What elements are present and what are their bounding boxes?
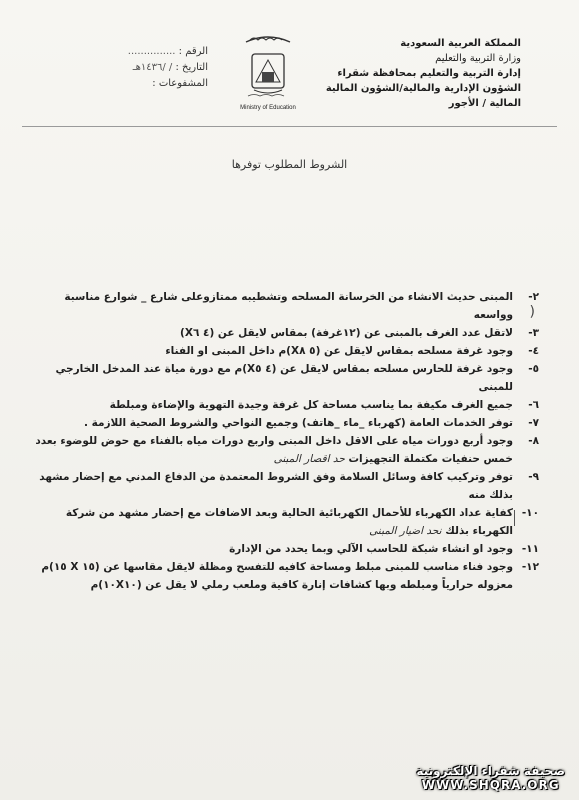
condition-text: المبنى حديث الانشاء من الخرسانة المسلحه وتشطيبه ممتازوعلى شارع _ شوارع مناسبة وواسعه [64, 291, 513, 321]
reference-date-label: التاريخ : [175, 62, 208, 73]
conditions-list [29, 288, 539, 594]
reference-attachments-row [48, 76, 208, 92]
condition-item-4 [29, 342, 539, 360]
document-title: الشروط المطلوب توفرها [231, 158, 348, 171]
condition-item-9 [29, 468, 539, 504]
org-line-directorate: إدارة التربية والتعليم بمحافظة شقراء [337, 68, 521, 79]
condition-text: وجود فناء مناسب للمبنى مبلط ومساحة كافيه للتفسح ومظلة لايقل مقاسها عن (١٥ X ١٥)م معزوله حرارياً ومبلطه وبها كشافات إنارة كافية وملعب رملي لا يقل عن (١٠X١٠)م [41, 561, 513, 591]
condition-number: ٧- [528, 417, 539, 429]
letterhead-reference [48, 44, 208, 92]
header-divider [22, 126, 557, 127]
condition-text-main: كفاية عداد الكهرباء للأحمال الكهربائية الحالية وبعد الاضافات مع إحضار مشهد من شركة الكهرباء بذلك [65, 507, 513, 537]
condition-number: ٥- [528, 363, 539, 375]
condition-text: لاتقل عدد الغرف بالمبنى عن (١٢غرفة) بمقاس لايقل عن (٤ X٦) [180, 327, 513, 339]
condition-number: ١٠- [521, 507, 539, 519]
condition-number: ٦- [528, 399, 539, 411]
condition-text: وجود او انشاء شبكة للحاسب الآلي وبما يحدد من الإدارة [229, 543, 513, 555]
condition-item-2 [29, 288, 539, 324]
condition-item-10 [29, 504, 539, 540]
condition-item-7 [29, 414, 539, 432]
condition-number: ١١- [521, 543, 539, 555]
ministry-logo [232, 32, 304, 118]
reference-date-value: / /١٤٣٦هـ [132, 62, 173, 73]
condition-text [29, 504, 513, 540]
reference-number-row [48, 44, 208, 60]
condition-number: ٨- [528, 435, 539, 447]
condition-text: توفر الخدمات العامة (كهرباء _ماء _هاتف) وجميع النواحي والشروط الصحية اللازمة . [83, 417, 513, 429]
letterhead-organization [325, 36, 521, 111]
condition-text-main: وجود أربع دورات مياه على الاقل داخل المبنى واربع دورات مياه بالفناء مع حوض للوضوء بعدد خمس حنفيات مكتملة التجهيزات [35, 435, 513, 465]
watermark-url: WWW.SHQRA.ORG [421, 778, 560, 792]
condition-item-8 [29, 432, 539, 468]
reference-attachments-label: المشفوعات : [152, 78, 208, 89]
handwritten-note: نحد اضيار المبنى [369, 525, 442, 537]
org-line-kingdom: المملكة العربية السعودية [400, 38, 521, 49]
reference-date-row [48, 60, 208, 76]
condition-item-3 [29, 324, 539, 342]
condition-text [29, 432, 513, 468]
condition-item-6 [29, 396, 539, 414]
condition-text: توفر وتركيب كافة وسائل السلامة وفق الشروط المعتمدة من الدفاع المدني مع إحضار مشهد بذلك منه [39, 471, 513, 501]
margin-mark: ) [529, 304, 535, 320]
handwritten-note: حد اقصار المبنى [273, 453, 345, 465]
reference-number-label: الرقم : [178, 46, 208, 57]
site-watermark [416, 764, 565, 792]
condition-item-12 [29, 558, 539, 594]
ministry-emblem-icon [238, 32, 298, 102]
logo-caption: Ministry of Education [240, 105, 296, 111]
condition-number: ٩- [528, 471, 539, 483]
condition-number: ٢- [528, 291, 539, 303]
condition-item-11 [29, 540, 539, 558]
condition-text: وجود غرفة للحارس مسلحه بمقاس لايقل عن (٤ X٥)م مع دورة مياة عند المدخل الخارجي للمبنى [55, 363, 513, 393]
condition-number: ٤- [528, 345, 539, 357]
condition-text: جميع الغرف مكيفة بما يناسب مساحة كل غرفة وجيدة التهوية والإضاءة ومبلطة [109, 399, 513, 411]
condition-number: ٣- [528, 327, 539, 339]
condition-item-5 [29, 360, 539, 396]
watermark-title: صحيفة شقراء الإلكترونية [416, 764, 565, 778]
reference-number-value: ............... [127, 46, 176, 57]
condition-number: ١٢- [521, 561, 539, 573]
org-line-section: المالية / الأجور [448, 98, 521, 109]
org-line-ministry: وزارة التربية والتعليم [435, 53, 521, 64]
org-line-affairs: الشؤون الإدارية والمالية/الشؤون المالية [325, 83, 521, 94]
condition-text: وجود غرفة مسلحه بمقاس لايقل عن (٥ X٨)م داخل المبنى او الفناء [165, 345, 513, 357]
